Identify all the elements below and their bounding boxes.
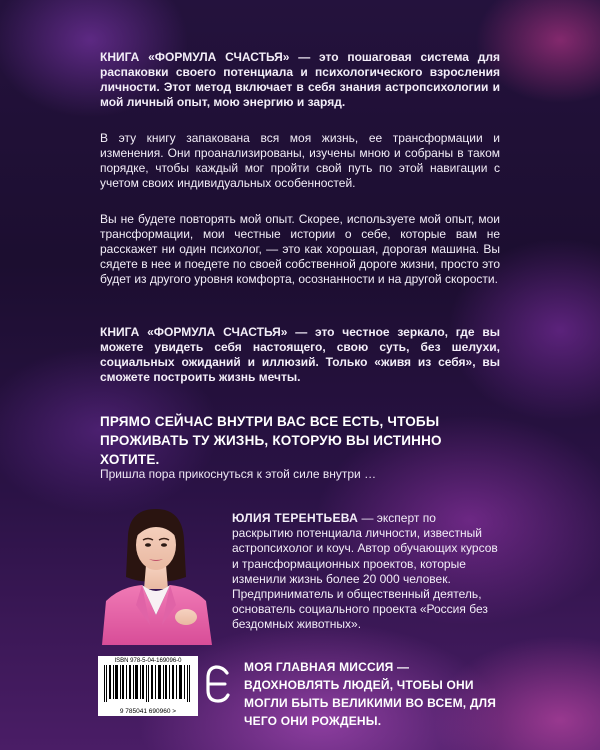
- closing-line: Пришла пора прикоснуться к этой силе внутри …: [100, 467, 377, 481]
- isbn-barcode: [98, 656, 198, 716]
- author-bio: [232, 511, 500, 633]
- paragraph-life: В эту книгу запакована вся моя жизнь, ее трансформации и изменения. Они проанализированы, изучены мною и собраны в таком порядке, чтобы каждый мог пройти свой путь по этой навигации с учетом своих индивидуальных особенностей.: [100, 131, 500, 190]
- author-name: ЮЛИЯ ТЕРЕНТЬЕВА: [232, 511, 359, 525]
- barcode-digits: 9 785041 690960 >: [119, 708, 177, 715]
- mirror-rest: — это честное зеркало, где вы можете увидеть себя настоящего, свою суть, без шелухи, социальных ожиданий и иллюзий. Только «живя из себя», вы сможете построить жизнь мечты.: [100, 325, 500, 384]
- publisher-logo-icon: [205, 664, 231, 704]
- mission-statement: МОЯ ГЛАВНАЯ МИССИЯ — ВДОХНОВЛЯТЬ ЛЮДЕЙ, ЧТОБЫ ОНИ МОГЛИ БЫТЬ ВЕЛИКИМИ ВО ВСЕМ, ДЛЯ ЧЕГО ОНИ РОЖДЕНЫ.: [244, 660, 497, 728]
- paragraph-mirror: [100, 325, 500, 385]
- paragraph-experience: Вы не будете повторять мой опыт. Скорее, используете мой опыт, мои трансформации, мои честные истории о себе, которые вам не расскажет ни один психолог, — это как хорошая, дорогая машина. Вы сядете в нее и поедете по своей собственной дороге жизни, просто это будет из другого уровня комфорта, осознанности и на другой скорости.: [100, 212, 500, 286]
- mirror-lead: КНИГА «ФОРМУЛА СЧАСТЬЯ»: [100, 325, 288, 339]
- intro-rest: — это пошаговая система для распаковки своего потенциала и психологического взросления личности. Этот метод включает в себя знания астропсихологии и мой личный опыт, мою энергию и заряд.: [100, 50, 500, 109]
- author-portrait-illustration: [90, 505, 220, 645]
- intro-lead: КНИГА «ФОРМУЛА СЧАСТЬЯ»: [100, 50, 290, 64]
- intro-paragraph: [100, 50, 500, 110]
- author-bio-text: — эксперт по раскрытию потенциала личности, известный астропсихолог и коуч. Автор обучающих курсов и трансформационных проектов, которые изменили жизнь более 20 000 человек. Предприниматель и общественный деятель, основатель социального проекта «Россия без бездомных животных».: [232, 511, 498, 632]
- author-photo: [90, 505, 220, 645]
- barcode-bars: [102, 665, 194, 702]
- callout-statement: ПРЯМО СЕЙЧАС ВНУТРИ ВАС ВСЕ ЕСТЬ, ЧТОБЫ ПРОЖИВАТЬ ТУ ЖИЗНЬ, КОТОРУЮ ВЫ ИСТИННО ХОТИТЕ.: [100, 414, 442, 467]
- isbn-number: ISBN 978-5-04-169096-0: [114, 658, 182, 664]
